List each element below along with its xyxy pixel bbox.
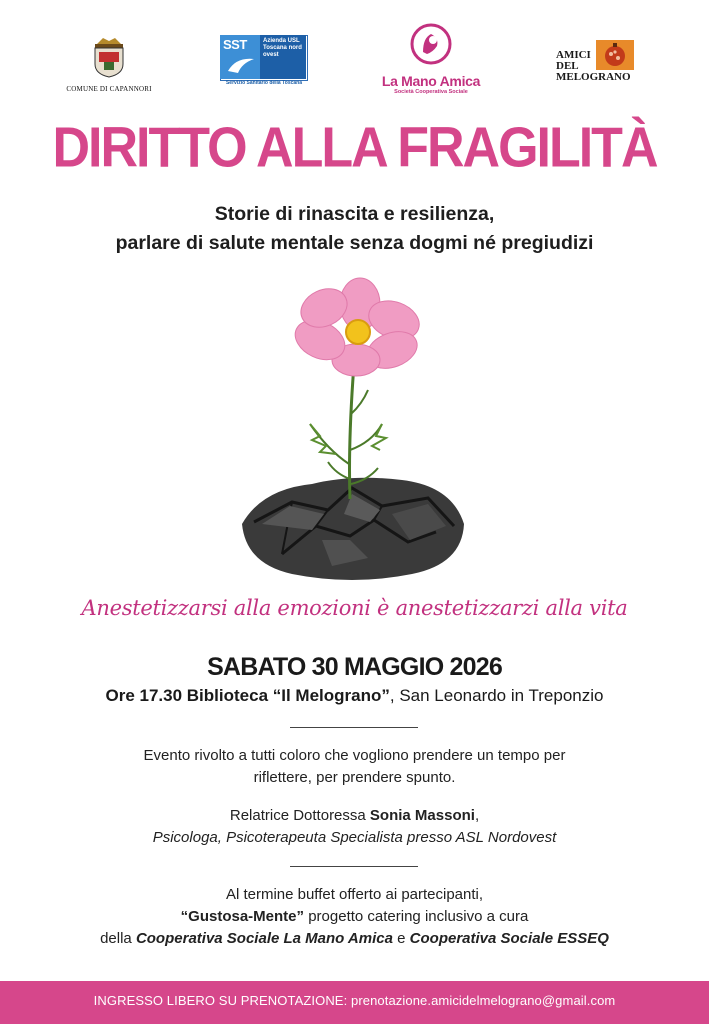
amici-wordmark: AMICI DEL MELOGRANO — [556, 49, 631, 83]
footer-booking-info[interactable]: INGRESSO LIBERO SU PRENOTAZIONE: prenotazione.amicidelmelograno@gmail.com — [93, 993, 616, 1008]
coat-of-arms-icon — [89, 34, 129, 78]
subtitle-line-2: parlare di salute mentale senza dogmi né pregiudizi — [115, 232, 594, 254]
speaker-info — [0, 805, 709, 849]
event-description — [0, 745, 709, 789]
hand-heart-icon — [409, 22, 453, 66]
usl-bird-icon — [226, 53, 256, 75]
capannori-label: COMUNE DI CAPANNORI — [66, 85, 152, 93]
subtitle-line-1: Storie di rinascita e resilienza, — [214, 203, 495, 225]
mano-amica-name: La Mano Amica — [381, 73, 481, 89]
amici-del-melograno-logo — [556, 42, 640, 88]
speaker-name: Sonia Massoni — [369, 807, 475, 824]
sst-badge: SST — [223, 37, 247, 52]
la-mano-amica-logo — [378, 22, 484, 95]
buffet-line-3: della Cooperativa Sociale La Mano Amica e Cooperativa Sociale ESSEQ — [100, 930, 609, 947]
speaker-line: Relatrice Dottoressa Sonia Massoni, — [229, 807, 480, 824]
divider — [290, 866, 418, 867]
comune-capannori-logo — [64, 34, 154, 93]
event-town: , San Leonardo in Treponzio — [389, 686, 604, 705]
pomegranate-icon — [596, 40, 634, 70]
speaker-role: Psicologa, Psicoterapeuta Specialista presso ASL Nordovest — [152, 829, 557, 846]
event-description-line-2: riflettere, per prendere spunto. — [253, 769, 456, 786]
buffet-line-1: Al termine buffet offerto ai partecipanti, — [225, 886, 484, 903]
usl-title: Azienda USL Toscana nord ovest — [260, 35, 306, 79]
usl-caption: Servizio Sanitario della Toscana — [225, 80, 303, 86]
page-title: DIRITTO ALLA FRAGILITÀ — [52, 116, 657, 180]
flower-through-asphalt-illustration — [232, 274, 472, 594]
event-time-venue: Ore 17.30 Biblioteca “Il Melograno” — [105, 686, 390, 705]
subtitle — [0, 200, 709, 258]
quote: Anestetizzarsi alla emozioni è anestetizzarzi alla vita — [81, 596, 628, 620]
mano-amica-subtitle: Società Cooperativa Sociale — [394, 89, 468, 95]
divider — [290, 727, 418, 728]
buffet-info — [0, 884, 709, 950]
event-date: SABATO 30 MAGGIO 2026 — [207, 653, 502, 681]
event-place — [0, 686, 709, 706]
buffet-line-2: “Gustosa-Mente” progetto catering inclusivo a cura — [180, 908, 529, 925]
event-description-line-1: Evento rivolto a tutti coloro che vogliono prendere un tempo per — [143, 747, 566, 764]
usl-toscana-logo — [220, 35, 308, 86]
